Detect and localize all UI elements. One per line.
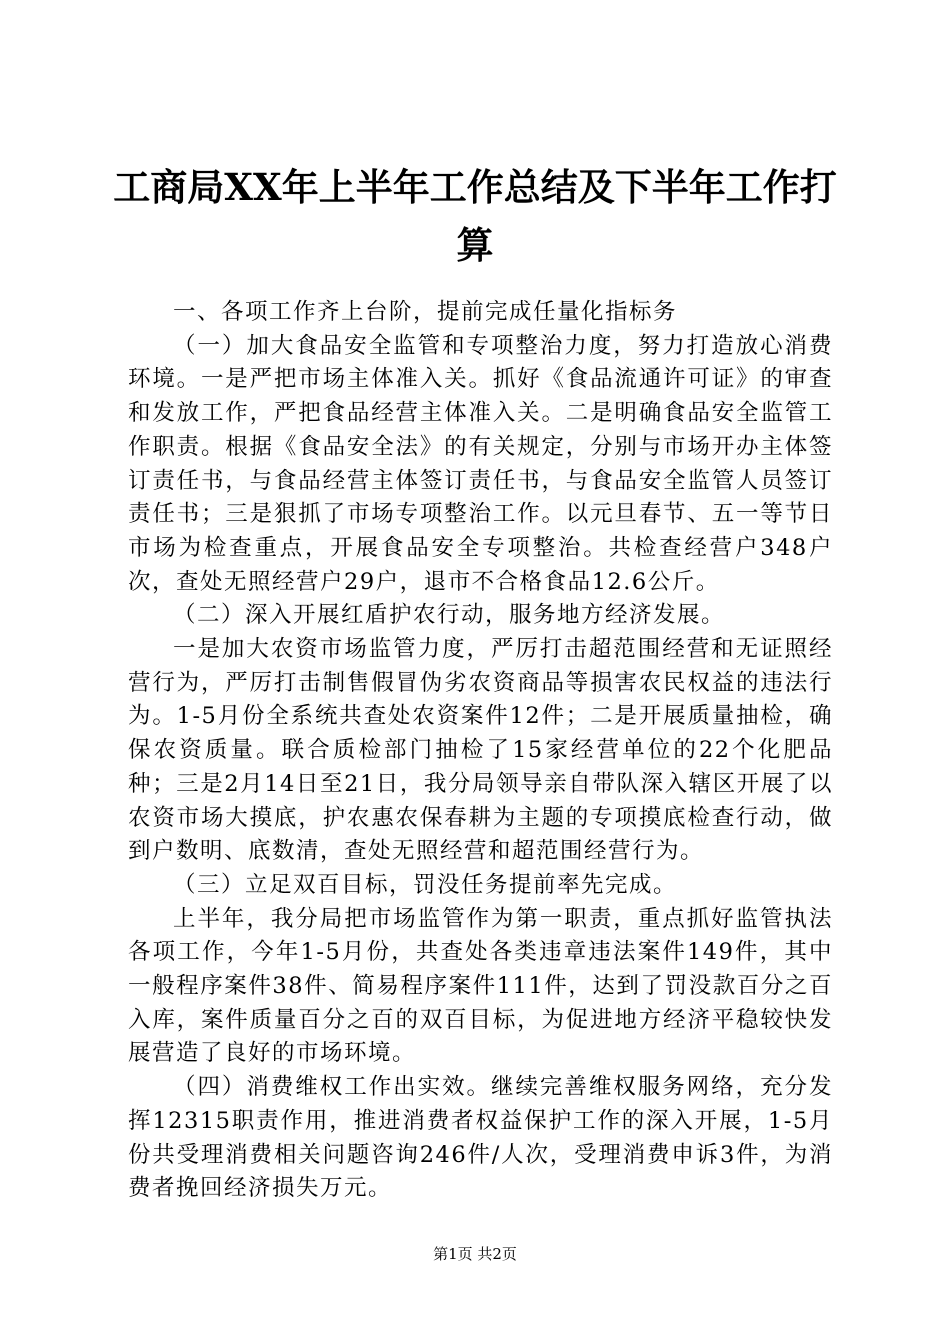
paragraph: 一是加大农资市场监管力度，严厉打击超范围经营和无证照经营行为，严厉打击制售假冒伪劣农资商品等损害农民权益的违法行为。1-5月份全系统共查处农资案件12件；二是开展质量抽检，确保农资质量。联合质检部门抽检了15家经营单位的22个化肥品种；三是2月14日至21日，我分局领导亲自带队深入辖区开展了以农资市场大摸底，护农惠农保春耕为主题的专项摸底检查行动，做到户数明、底数清，查处无照经营和超范围经营行为。: [128, 636, 833, 865]
subsection-heading: （三）立足双百目标，罚没任务提前率先完成。: [173, 871, 678, 898]
paragraph: 上半年，我分局把市场监管作为第一职责，重点抓好监管执法各项工作，今年1-5月份，共查处各类违章违法案件149件，其中一般程序案件38件、简易程序案件111件，达到了罚没款百分之百入库，案件质量百分之百的双百目标，为促进地方经济平稳较快发展营造了良好的市场环境。: [128, 905, 833, 1067]
page-footer: 第1页 共2页: [433, 1245, 517, 1263]
document-body: [128, 296, 833, 1206]
section-heading: 一、各项工作齐上台阶，提前完成任量化指标务: [173, 299, 678, 325]
paragraph: （四）消费维权工作出实效。继续完善维权服务网络，充分发挥12315职责作用，推进消费者权益保护工作的深入开展，1-5月份共受理消费相关问题咨询246件/人次，受理消费申诉3件，为消费者挽回经济损失万元。: [128, 1074, 833, 1202]
subsection-heading: （二）深入开展红盾护农行动，服务地方经济发展。: [173, 602, 726, 629]
paragraph: （一）加大食品安全监管和专项整治力度，努力打造放心消费环境。一是严把市场主体准入关。抓好《食品流通许可证》的审查和发放工作，严把食品经营主体准入关。二是明确食品安全监管工作职责。根据《食品安全法》的有关规定，分别与市场开办主体签订责任书，与食品经营主体签订责任书，与食品安全监管人员签订责任书；三是狠抓了市场专项整治工作。以元旦春节、五一等节日市场为检查重点，开展食品安全专项整治。共检查经营户348户次，查处无照经营户29户，退市不合格食品12.6公斤。: [128, 332, 833, 595]
document-title: 工商局XX年上半年工作总结及下半年工作打算: [113, 165, 837, 267]
